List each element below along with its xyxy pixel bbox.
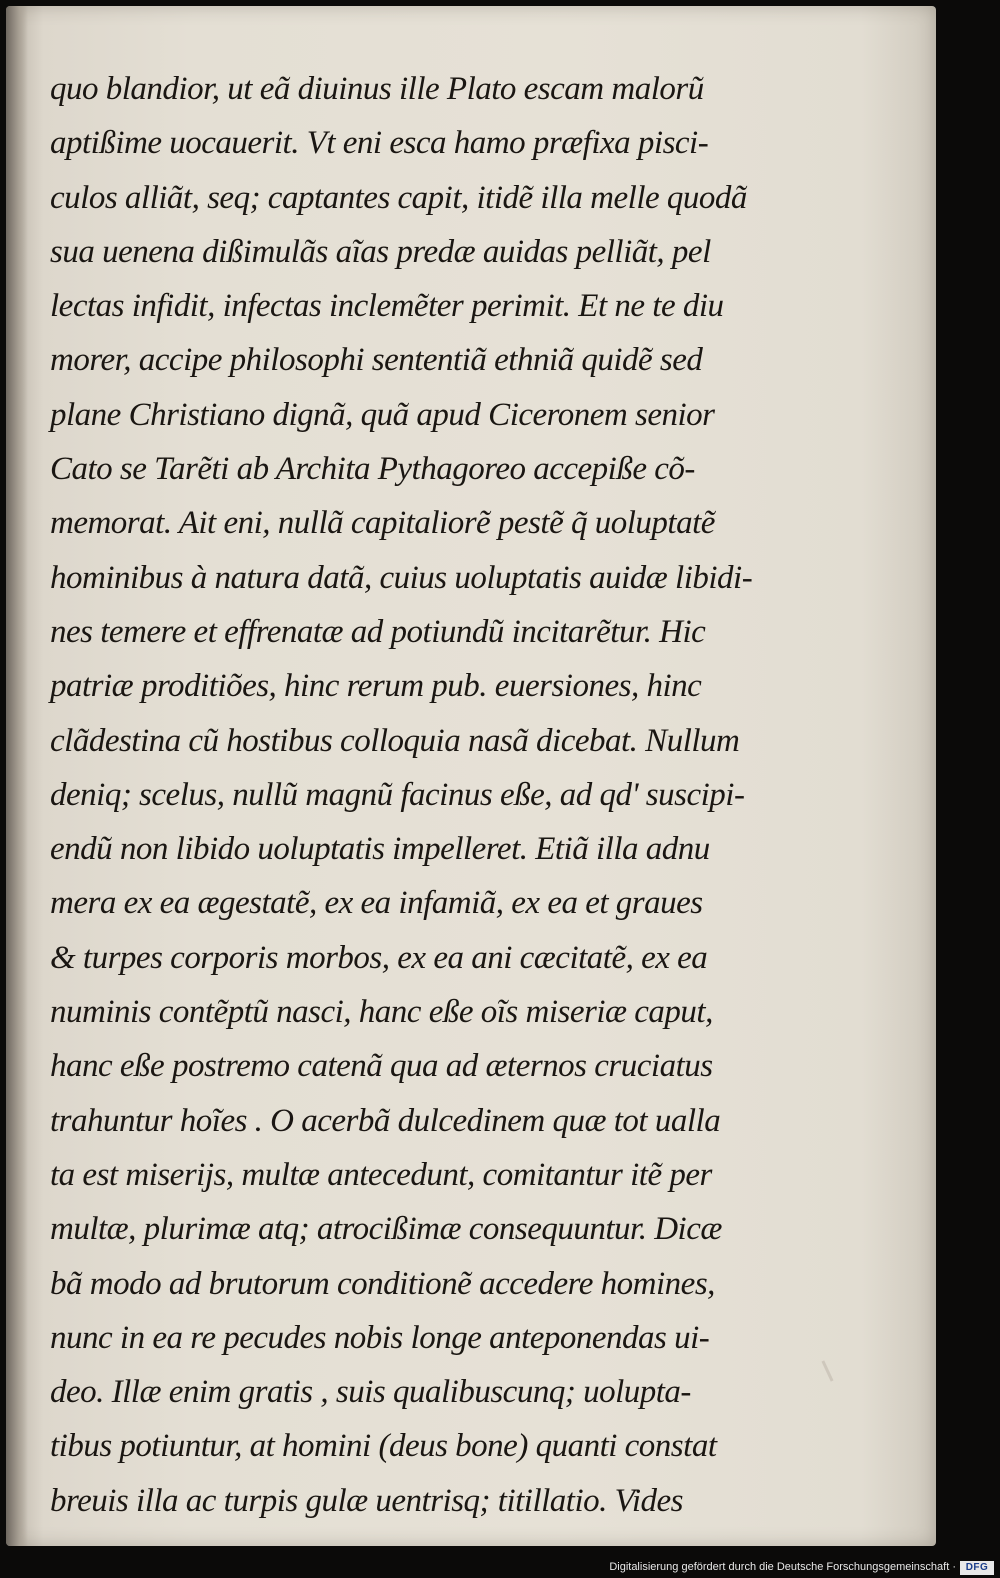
- text-line: & turpes corporis morbos, ex ea ani cæcitatẽ, ex ea: [50, 939, 708, 976]
- body-text: [50, 62, 770, 1528]
- text-line: culos alliãt, seq; captantes capit, itidẽ illa melle quodã: [50, 179, 747, 216]
- text-line: nunc in ea re pecudes nobis longe anteponendas ui-: [50, 1319, 710, 1356]
- text-line: tibus potiuntur, at homini (deus bone) quanti constat: [50, 1428, 717, 1465]
- text-line: Cato se Tarẽti ab Archita Pythagoreo accepiße cõ-: [50, 451, 695, 488]
- text-line: sua uenena dißimulãs aĩas predæ auidas pelliãt, pel: [50, 233, 711, 270]
- text-line: aptißime uocauerit. Vt eni esca hamo præfixa pisci-: [50, 125, 709, 162]
- text-line: lectas infidit, infectas inclemẽter perimit. Et ne te diu: [50, 288, 724, 325]
- text-line: morer, accipe philosophi sententiã ethniã quidẽ sed: [50, 342, 703, 379]
- text-line: clãdestina cũ hostibus colloquia nasã dicebat. Nullum: [50, 722, 740, 759]
- binding-edge: [6, 6, 28, 1546]
- text-line: plane Christiano dignã, quã apud Ciceronem senior: [50, 396, 715, 433]
- dfg-logo-text: DFG: [965, 1562, 989, 1573]
- text-line: deo. Illæ enim gratis , suis qualibuscunq; uolupta-: [50, 1374, 691, 1411]
- text-line: bã modo ad brutorum conditionẽ accedere homines,: [50, 1265, 715, 1302]
- dfg-logo: [960, 1561, 994, 1575]
- text-line: patriæ proditiões, hinc rerum pub. euersiones, hinc: [50, 668, 702, 705]
- text-line: deniq; scelus, nullũ magnũ facinus eße, ad qd' suscipi-: [50, 776, 745, 813]
- text-line: endũ non libido uoluptatis impelleret. Etiã illa adnu: [50, 831, 710, 868]
- text-line: quo blandior, ut eã diuinus ille Plato escam malorũ: [50, 71, 704, 107]
- text-line: nes temere et effrenatæ ad potiundũ incitarẽtur. Hic: [50, 613, 706, 650]
- text-line: breuis illa ac turpis gulæ uentrisq; titillatio. Vides: [50, 1482, 683, 1519]
- text-line: memorat. Ait eni, nullã capitaliorẽ pestẽ q̃ uoluptatẽ: [50, 505, 715, 542]
- text-line: multæ, plurimæ atq; atrocißimæ consequuntur. Dicæ: [50, 1211, 722, 1248]
- text-line: numinis contẽptũ nasci, hanc eße oĩs miseriæ caput,: [50, 994, 713, 1031]
- digitization-credit: Digitalisierung gefördert durch die Deutsche Forschungsgemeinschaft ·: [609, 1561, 956, 1573]
- text-line: trahuntur hoĩes . O acerbã dulcedinem quæ tot ualla: [50, 1102, 721, 1139]
- text-line: hanc eße postremo catenã qua ad æternos cruciatus: [50, 1048, 713, 1085]
- text-line: ta est miserijs, multæ antecedunt, comitantur itẽ per: [50, 1156, 712, 1193]
- text-line: mera ex ea ægestatẽ, ex ea infamiã, ex ea et graues: [50, 885, 703, 922]
- text-line: hominibus à natura datã, cuius uoluptatis auidæ libidi-: [50, 559, 753, 596]
